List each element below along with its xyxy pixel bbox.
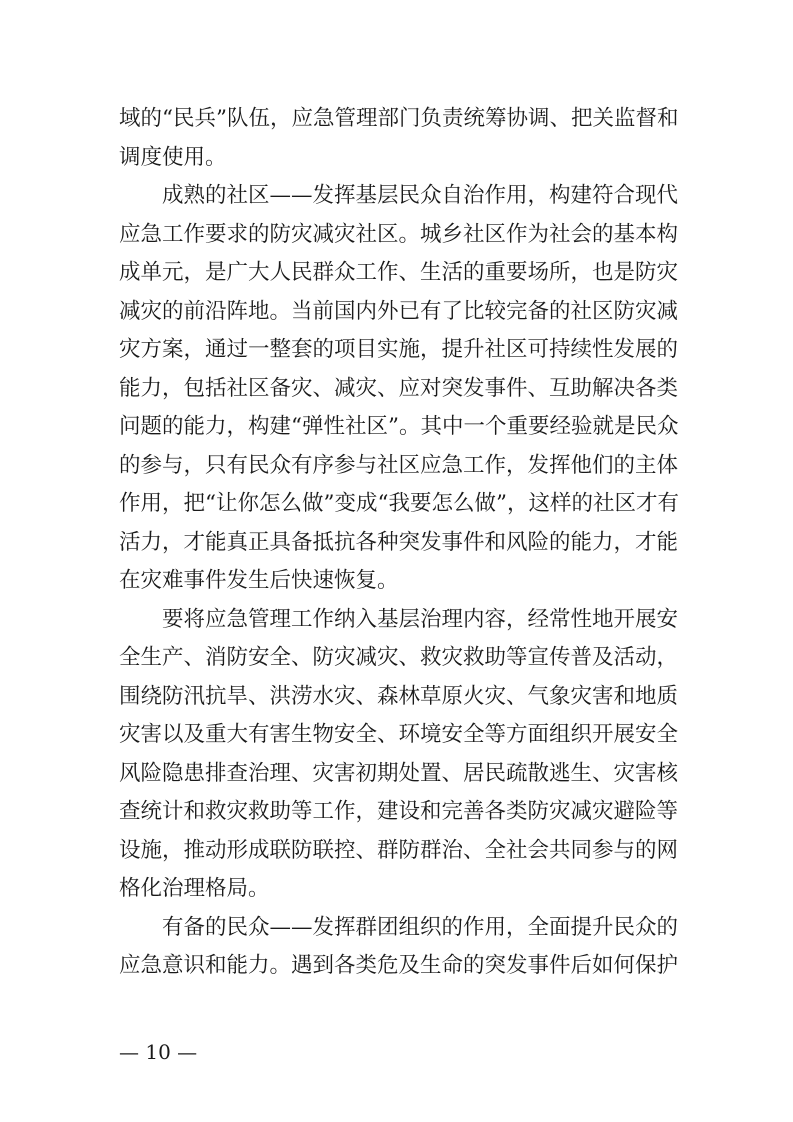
- text-line: 成单元，是广大人民群众工作、生活的重要场所，也是防灾: [119, 260, 679, 285]
- text-line: 查统计和救灾救助等工作，建设和完善各类防灾减灾避险等: [119, 799, 679, 824]
- text-line: 设施，推动形成联防联控、群防群治、全社会共同参与的网: [119, 837, 679, 863]
- text-line: 有备的民众——发挥群团组织的作用，全面提升民众的: [162, 914, 679, 940]
- text-line: 应急意识和能力。遇到各类危及生命的突发事件后如何保护: [119, 953, 679, 978]
- paragraph-4: [119, 909, 679, 986]
- text-line: 活力，才能真正具备抵抗各种突发事件和风险的能力，才能: [119, 529, 679, 555]
- text-line: 风险隐患排查治理、灾害初期处置、居民疏散逃生、灾害核: [119, 760, 679, 786]
- text-line: 灾方案，通过一整套的项目实施，提升社区可持续性发展的: [119, 337, 679, 362]
- text-line: 问题的能力，构建“弹性社区”。其中一个重要经验就是民众: [119, 414, 679, 439]
- paragraph-2: [119, 177, 679, 601]
- text-line: 灾害以及重大有害生物安全、环境安全等方面组织开展安全: [119, 722, 679, 747]
- text-line: 全生产、消防安全、防灾减灾、救灾救助等宣传普及活动，: [119, 645, 679, 670]
- paragraph-3: [119, 601, 679, 909]
- text-line: 减灾的前沿阵地。当前国内外已有了比较完备的社区防灾减: [119, 298, 679, 324]
- text-line: 作用，把“让你怎么做”变成“我要怎么做”，这样的社区才有: [119, 491, 679, 516]
- body-text: [119, 100, 679, 986]
- text-line: 围绕防汛抗旱、洪涝水灾、森林草原火灾、气象灾害和地质: [119, 683, 679, 709]
- paragraph-1: [119, 100, 679, 177]
- text-line: 的参与，只有民众有序参与社区应急工作，发挥他们的主体: [119, 452, 679, 478]
- text-line: 应急工作要求的防灾减灾社区。城乡社区作为社会的基本构: [119, 221, 679, 247]
- text-line: 格化治理格局。: [119, 876, 270, 901]
- text-line: 域的“民兵”队伍，应急管理部门负责统筹协调、把关监督和: [119, 106, 679, 131]
- text-line: 能力，包括社区备灾、减灾、应对突发事件、互助解决各类: [119, 375, 679, 401]
- text-line: 在灾难事件发生后快速恢复。: [119, 568, 399, 593]
- text-line: 要将应急管理工作纳入基层治理内容，经常性地开展安: [162, 606, 679, 632]
- text-line: 调度使用。: [119, 144, 227, 170]
- text-line: 成熟的社区——发挥基层民众自治作用，构建符合现代: [162, 183, 679, 208]
- page-number: — 10 —: [119, 1040, 198, 1064]
